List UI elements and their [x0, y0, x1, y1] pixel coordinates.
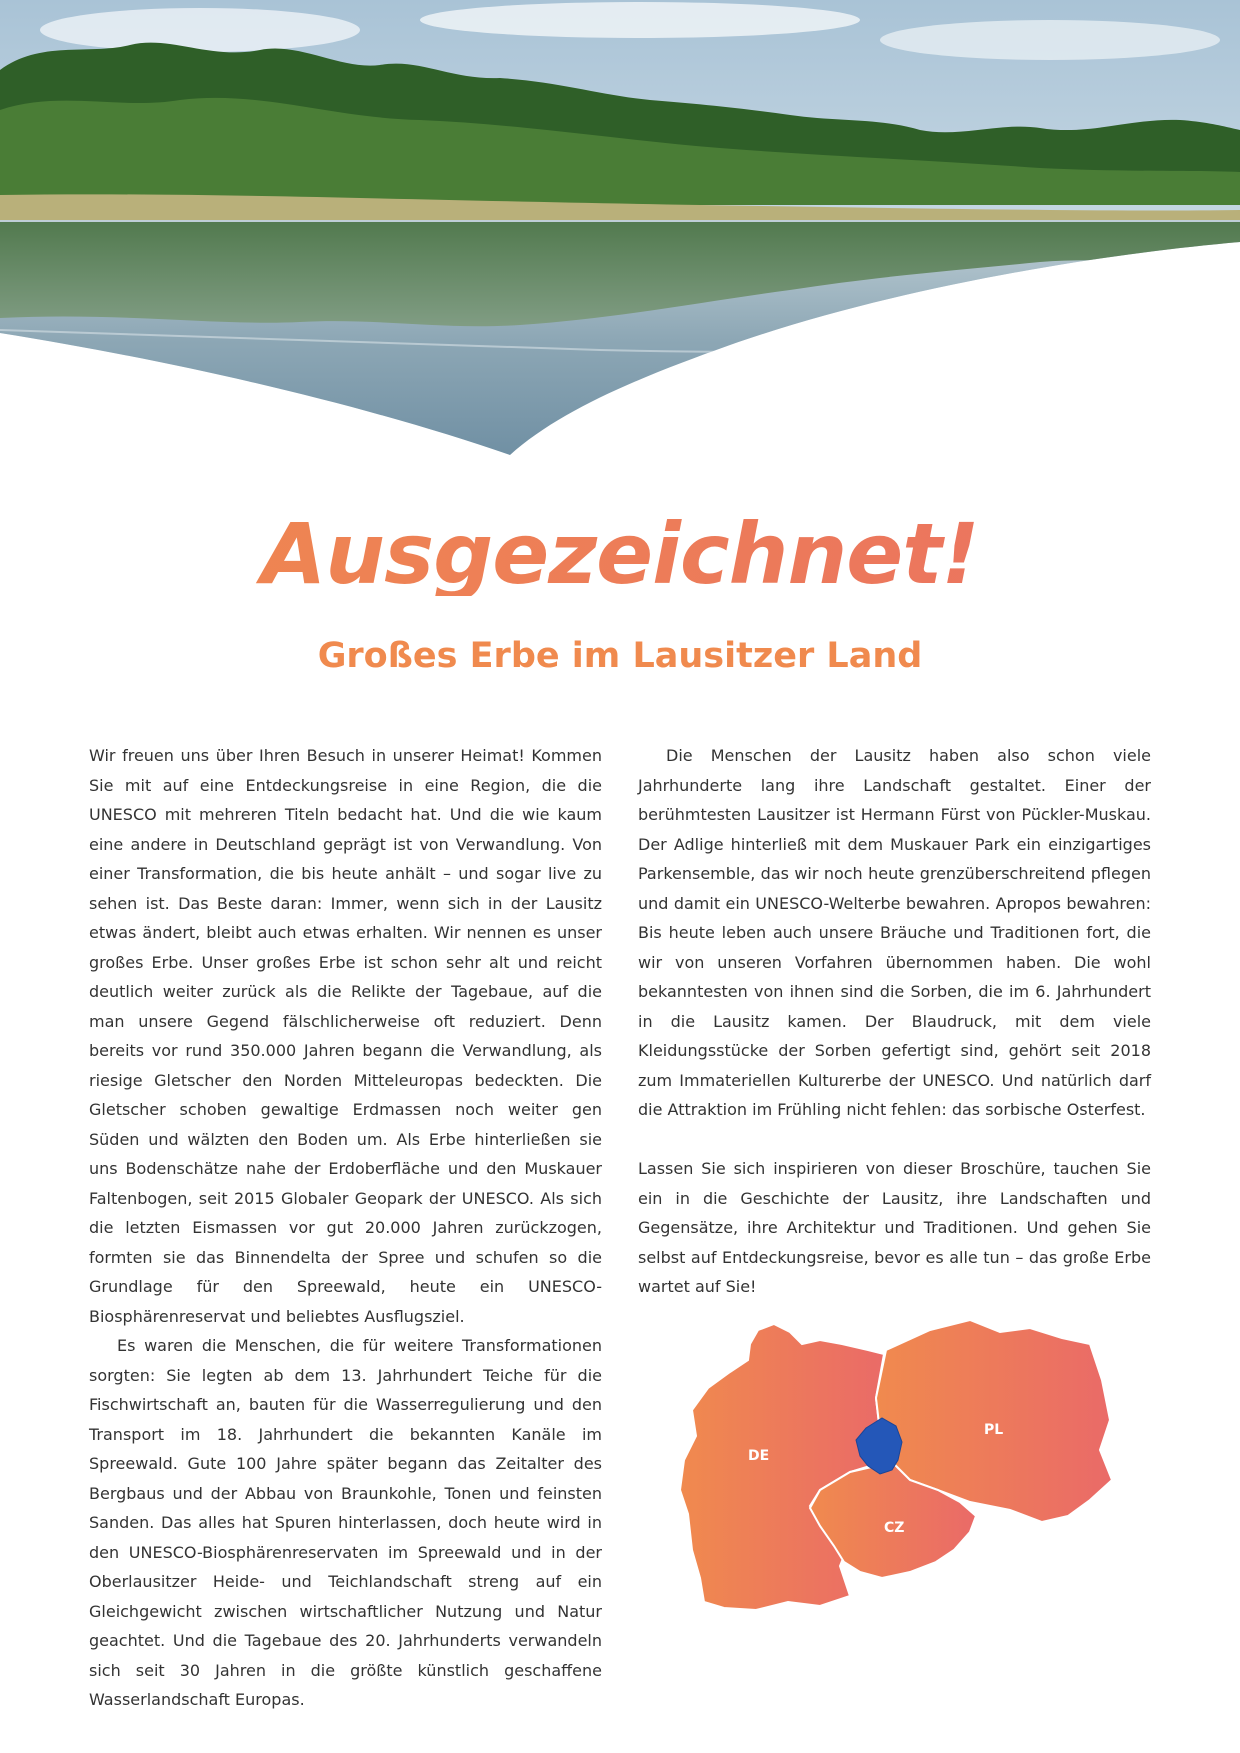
- paragraph: Wir freuen uns über Ihren Besuch in unserer Heimat! Kommen Sie mit auf eine Entdeckungsreise in eine Region, die die UNESCO mit mehreren Titeln bedacht hat. Und die wie kaum eine andere in Deutschland geprägt ist von Verwandlung. Von einer Transformation, die bis heute anhält – und sogar live zu sehen ist. Das Beste daran: Immer, wenn sich in der Lausitz etwas ändert, bleibt auch etwas erhalten. Wir nennen es unser großes Erbe. Unser großes Erbe ist schon sehr alt und reicht deutlich weiter zurück als die Relikte der Tagebaue, auf die man unsere Gegend fälschlicherweise oft reduziert. Denn bereits vor rund 350.000 Jahren begann die Verwandlung, als riesige Gletscher den Norden Mitteleuropas bedeckten. Die Gletscher schoben gewaltige Erdmassen noch weiter gen Süden und wälzten den Boden um. Als Erbe hinterließen sie uns Bodenschätze nahe der Erdoberfläche und den Muskauer Faltenbogen, seit 2015 Globaler Geopark der UNESCO. Als sich die letzten Eismassen vor gut 20.000 Jahren zurückzogen, formten sie das Binnendelta der Spree und schufen so die Grundlage für den Spreewald, heute ein UNESCO-Biosphärenreservat und beliebtes Ausflugsziel.: [89, 746, 602, 1326]
- hero-photo: [0, 0, 1240, 460]
- map-label-de: DE: [748, 1448, 770, 1464]
- region-map: [670, 1310, 1120, 1620]
- left-text-column: [89, 741, 602, 1715]
- page-title: Ausgezeichnet!: [0, 512, 1240, 596]
- right-text-column: [638, 741, 1151, 1302]
- map-label-cz: CZ: [884, 1520, 905, 1536]
- page-subtitle: Großes Erbe im Lausitzer Land: [317, 636, 923, 676]
- paragraph: Lassen Sie sich inspirieren von dieser Broschüre, tauchen Sie ein in die Geschichte der Lausitz, ihre Landschaften und Gegensätze, ihre Architektur und Traditionen. Und gehen Sie selbst auf Entdeckungsreise, bevor es alle tun – das große Erbe wartet auf Sie!: [638, 1159, 1151, 1296]
- map-label-pl: PL: [984, 1422, 1004, 1438]
- paragraph: Die Menschen der Lausitz haben also schon viele Jahrhunderte lang ihre Landschaft gestaltet. Einer der berühmtesten Lausitzer ist Hermann Fürst von Pückler-Muskau. Der Adlige hinterließ mit dem Muskauer Park ein einzigartiges Parkensemble, das wir noch heute grenzüberschreitend pflegen und damit ein UNESCO-Welterbe bewahren. Apropos bewahren: Bis heute leben auch unsere Bräuche und Traditionen fort, die wir von unseren Vorfahren übernommen haben. Die wohl bekanntesten von ihnen sind die Sorben, die im 6. Jahrhundert in die Lausitz kamen. Der Blaudruck, mit dem viele Kleidungsstücke der Sorben gefertigt sind, gehört seit 2018 zum Immateriellen Kulturerbe der UNESCO. Und natürlich darf die Attraktion im Frühling nicht fehlen: das sorbische Osterfest.: [638, 746, 1151, 1119]
- paragraph: Es waren die Menschen, die für weitere Transformationen sorgten: Sie legten ab dem 13. Jahrhundert Teiche für die Fischwirtschaft an, bauten für die Wasserregulierung und den Transport im 18. Jahrhundert die bekannten Kanäle im Spreewald. Gute 100 Jahre später begann das Zeitalter des Bergbaus und der Abbau von Braunkohle, Tonen und feinsten Sanden. Das alles hat Spuren hinterlassen, doch heute wird in den UNESCO-Biosphärenreservaten im Spreewald und in der Oberlausitzer Heide- und Teichlandschaft streng auf ein Gleichgewicht zwischen wirtschaftlicher Nutzung und Natur geachtet. Und die Tagebaue des 20. Jahrhunderts verwandeln sich seit 30 Jahren in die größte künstlich geschaffene Wasserlandschaft Europas.: [89, 1336, 602, 1709]
